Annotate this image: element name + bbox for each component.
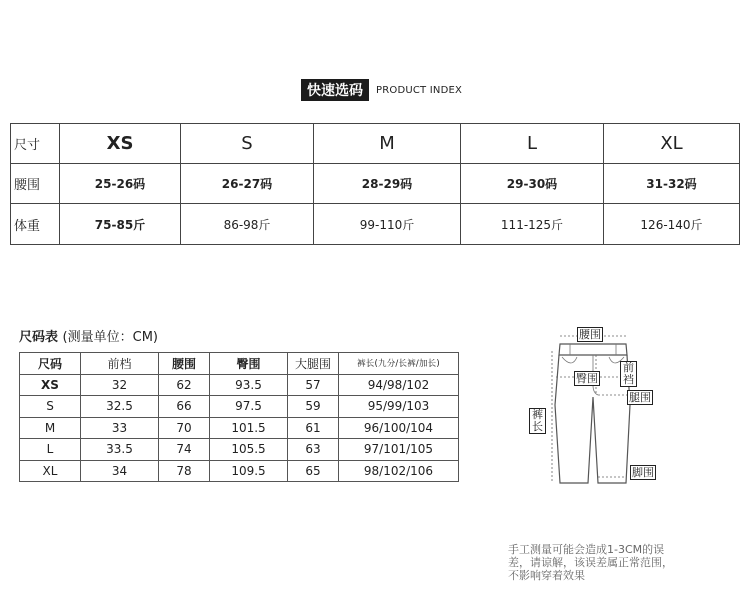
- table-cell: 109.5: [210, 460, 288, 482]
- table-row: [11, 164, 740, 204]
- section-header: [301, 79, 462, 101]
- quick-size-table: [10, 123, 740, 245]
- table-cell: 62: [159, 374, 210, 396]
- table-row: [20, 417, 459, 439]
- column-header: 前档: [81, 353, 159, 375]
- size-cell: XL: [604, 124, 740, 164]
- table-cell: 96/100/104: [339, 417, 459, 439]
- row-label: 腰围: [11, 164, 60, 204]
- row-label: 尺寸: [11, 124, 60, 164]
- measurement-note: 手工测量可能会造成1-3CM的误差，请谅解，该误差属正常范围，不影响穿着效果: [508, 543, 673, 582]
- table-cell: 94/98/102: [339, 374, 459, 396]
- table-cell: 63: [288, 439, 339, 461]
- table-cell: L: [20, 439, 81, 461]
- size-cell: S: [181, 124, 314, 164]
- waist-cell: 26-27码: [181, 164, 314, 204]
- thigh-label: 腿围: [629, 391, 651, 404]
- table-cell: 32.5: [81, 396, 159, 418]
- weight-cell: 99-110斤: [314, 204, 461, 245]
- length-label: 裤长: [529, 408, 546, 434]
- table-cell: 98/102/106: [339, 460, 459, 482]
- table-cell: 33.5: [81, 439, 159, 461]
- table-row: [11, 204, 740, 245]
- table-cell: 95/99/103: [339, 396, 459, 418]
- table-row: [20, 396, 459, 418]
- pants-diagram: [522, 325, 668, 488]
- column-header: 大腿围: [288, 353, 339, 375]
- table-cell: 33: [81, 417, 159, 439]
- weight-cell: 75-85斤: [60, 204, 181, 245]
- table-cell: 101.5: [210, 417, 288, 439]
- table-cell: 61: [288, 417, 339, 439]
- hip-label: 臀围: [576, 372, 598, 385]
- table-cell: 97/101/105: [339, 439, 459, 461]
- table-cell: 34: [81, 460, 159, 482]
- table-cell: 74: [159, 439, 210, 461]
- size-cell: XS: [60, 124, 181, 164]
- size-chart-title: [19, 326, 158, 345]
- header-title-en: PRODUCT INDEX: [376, 84, 463, 96]
- size-chart-table: [19, 352, 459, 482]
- table-row: [20, 374, 459, 396]
- table-cell: 70: [159, 417, 210, 439]
- table-cell: 57: [288, 374, 339, 396]
- column-header: 臀围: [210, 353, 288, 375]
- waist-cell: 28-29码: [314, 164, 461, 204]
- table-cell: M: [20, 417, 81, 439]
- waist-cell: 31-32码: [604, 164, 740, 204]
- table-cell: XL: [20, 460, 81, 482]
- hem-label: 脚围: [632, 466, 654, 479]
- header-title-cn: 快速选码: [301, 79, 369, 101]
- table-cell: S: [20, 396, 81, 418]
- weight-cell: 86-98斤: [181, 204, 314, 245]
- waist-label: 腰围: [579, 328, 601, 341]
- table-cell: XS: [20, 374, 81, 396]
- table-header-row: [20, 353, 459, 375]
- weight-cell: 126-140斤: [604, 204, 740, 245]
- column-header: 裤长(九分/长裤/加长): [339, 353, 459, 375]
- size-cell: M: [314, 124, 461, 164]
- front-rise-label: 前裆: [620, 361, 637, 387]
- row-label: 体重: [11, 204, 60, 245]
- weight-cell: 111-125斤: [461, 204, 604, 245]
- column-header: 腰围: [159, 353, 210, 375]
- table-cell: 93.5: [210, 374, 288, 396]
- table-cell: 105.5: [210, 439, 288, 461]
- table-row: [20, 460, 459, 482]
- table-cell: 97.5: [210, 396, 288, 418]
- table-cell: 59: [288, 396, 339, 418]
- pants-illustration: [522, 325, 668, 488]
- column-header: 尺码: [20, 353, 81, 375]
- size-chart-title-main: 尺码表: [19, 330, 59, 345]
- waist-cell: 25-26码: [60, 164, 181, 204]
- waist-cell: 29-30码: [461, 164, 604, 204]
- size-cell: L: [461, 124, 604, 164]
- table-cell: 78: [159, 460, 210, 482]
- table-cell: 66: [159, 396, 210, 418]
- table-cell: 32: [81, 374, 159, 396]
- size-chart-subtitle: (测量单位：CM): [62, 330, 158, 345]
- table-cell: 65: [288, 460, 339, 482]
- table-row: [11, 124, 740, 164]
- table-row: [20, 439, 459, 461]
